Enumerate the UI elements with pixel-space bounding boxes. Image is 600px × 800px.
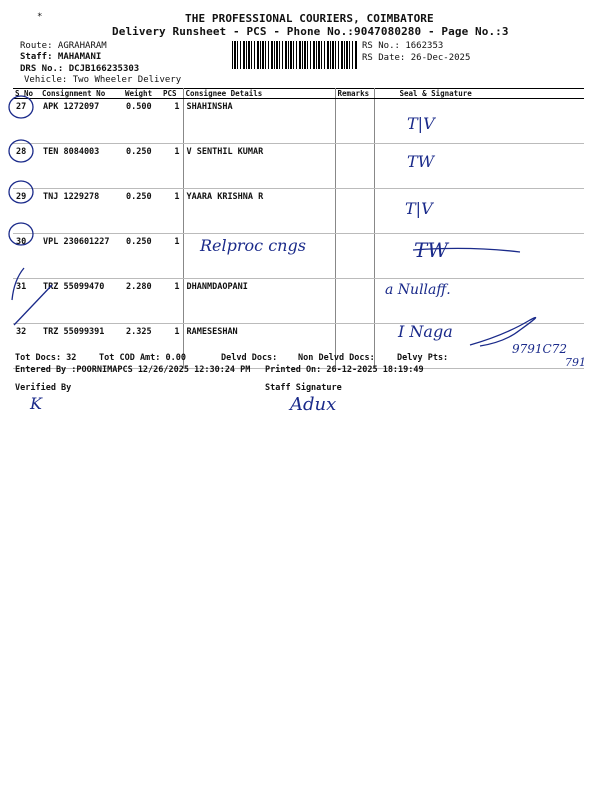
sno-circle xyxy=(9,140,33,162)
cell-sno: 32 xyxy=(13,324,40,369)
route-label: Route: AGRAHARAM xyxy=(20,41,107,51)
sno-circle xyxy=(9,223,33,245)
cell-sno: 29 xyxy=(13,189,40,234)
cell-consignment: TEN 8084003 xyxy=(40,144,123,189)
sno-stroke xyxy=(14,285,52,325)
staff-signature-label: Staff Signature xyxy=(265,383,342,393)
signature-32: I Naga xyxy=(398,322,453,341)
delivered-docs: Delvd Docs: xyxy=(221,353,278,363)
cell-consignment: TRZ 55099391 xyxy=(40,324,123,369)
cell-weight: 2.280 xyxy=(123,279,161,324)
cell-pcs: 1 xyxy=(161,189,183,234)
cell-consignment: TRZ 55099470 xyxy=(40,279,123,324)
sno-stroke xyxy=(12,268,24,300)
cell-pcs: 1 xyxy=(161,279,183,324)
cell-pcs: 1 xyxy=(161,144,183,189)
col-header: Consignee Details xyxy=(183,89,335,99)
rs-number: RS No.: 1662353 xyxy=(362,41,444,51)
sno-circle xyxy=(9,96,33,118)
drs-number: DRS No.: DCJB166235303 xyxy=(20,64,140,74)
cell-consignment: APK 1272097 xyxy=(40,99,123,144)
cell-pcs: 1 xyxy=(161,324,183,369)
sno-circle xyxy=(9,181,33,203)
col-header: S No xyxy=(13,89,40,99)
cell-consignment: TNJ 1229278 xyxy=(40,189,123,234)
total-cod: Tot COD Amt: 0.00 xyxy=(99,353,186,363)
col-header: Consignment No xyxy=(40,89,123,99)
staff-signature: Adux xyxy=(290,394,337,415)
cell-pcs: 1 xyxy=(161,234,183,279)
non-delivered-docs: Non Delvd Docs: xyxy=(298,353,375,363)
col-header: Seal & Signature xyxy=(374,89,584,99)
cell-consignee: RAMESESHAN xyxy=(183,324,335,369)
cell-consignment: VPL 230601227 xyxy=(40,234,123,279)
cell-weight: 0.500 xyxy=(123,99,161,144)
cell-consignee: V SENTHIL KUMAR xyxy=(183,144,335,189)
header-mark: * xyxy=(37,12,43,22)
signature-27: T|V xyxy=(407,114,435,133)
cell-sno: 30 xyxy=(13,234,40,279)
cell-consignee: YAARA KRISHNA R xyxy=(183,189,335,234)
handwritten-phone-end: 791 xyxy=(565,356,586,369)
staff-label: Staff: MAHAMANI xyxy=(20,52,102,62)
company-name: THE PROFESSIONAL COURIERS, COIMBATORE xyxy=(185,12,434,25)
cell-weight: 0.250 xyxy=(123,189,161,234)
handwritten-phone: 9791C72 xyxy=(512,342,567,356)
printed-on: Printed On: 26-12-2025 18:19:49 xyxy=(265,365,424,375)
rs-date: RS Date: 26-Dec-2025 xyxy=(362,53,471,63)
cell-consignee: SHAHINSHA xyxy=(183,99,335,144)
col-header: Weight xyxy=(123,89,161,99)
cell-weight: 0.250 xyxy=(123,234,161,279)
cell-consignee: DHANMDAOPANI xyxy=(183,279,335,324)
delivery-points: Delvy Pts: xyxy=(397,353,449,363)
cell-sno: 27 xyxy=(13,99,40,144)
remark-30: Relproc cngs xyxy=(200,236,306,255)
cell-sno: 31 xyxy=(13,279,40,324)
entered-by: Entered By :POORNIMAPCS 12/26/2025 12:30:24 PM xyxy=(15,365,251,375)
cell-pcs: 1 xyxy=(161,99,183,144)
cell-weight: 0.250 xyxy=(123,144,161,189)
cell-sno: 28 xyxy=(13,144,40,189)
col-header: Remarks xyxy=(335,89,374,99)
vehicle-label: Vehicle: Two Wheeler Delivery xyxy=(24,75,182,85)
verified-signature: K xyxy=(30,394,42,413)
cell-weight: 2.325 xyxy=(123,324,161,369)
signature-30: TW xyxy=(414,238,448,262)
col-header: PCS xyxy=(161,89,183,99)
verified-by-label: Verified By xyxy=(15,383,72,393)
signature-29: T|V xyxy=(405,199,433,218)
runsheet-subtitle: Delivery Runsheet - PCS - Phone No.:9047080280 - Page No.:3 xyxy=(112,25,509,38)
signature-28: TW xyxy=(407,152,435,171)
signature-31: a Nullaff. xyxy=(385,282,451,298)
total-docs: Tot Docs: 32 xyxy=(15,353,77,363)
